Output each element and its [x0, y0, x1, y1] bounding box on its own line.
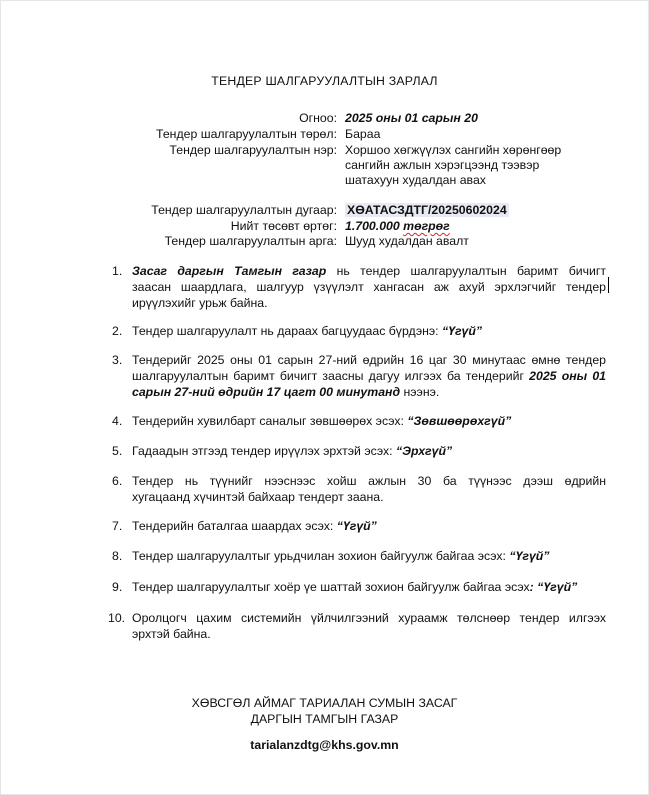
footer-org-line: ХӨВСГӨЛ АЙМАГ ТАРИАЛАН СУМЫН ЗАСАГ [191, 696, 458, 710]
organization-name: Засаг даргын Тамгын газар [132, 264, 327, 278]
budget-amount: 1.700.000 [345, 219, 400, 233]
item-number: 9. [112, 580, 123, 594]
item-text-line: Тендерийг 2025 оны 01 сарын 27-ний өдрийн 16 цаг 30 минутаас өмнө тендер [132, 353, 606, 367]
name-value-line: шатахуун худалдан авах [345, 173, 486, 187]
item-number: 8. [112, 549, 123, 563]
footer-org-line: ДАРГЫН ТАМГЫН ГАЗАР [250, 712, 399, 726]
item-text-line: хугацаанд хүчинтэй байхаар тендерт заана. [132, 490, 384, 504]
footer-email: tarialanzdtg@khs.gov.mn [250, 738, 399, 752]
item-number: 10. [108, 611, 126, 625]
item-text [132, 548, 606, 564]
method-label: Тендер шалгаруулалтын арга: [164, 234, 337, 248]
item-text-part: Тендер шалгаруулалтыг хоёр үе шаттай зохион байгуулж байгаа эсэх [132, 580, 530, 594]
type-label: Тендер шалгаруулалтын төрөл: [156, 127, 337, 141]
name-value-line: Хоршоо хөгжүүлэх сангийн хөрөнгөөр [345, 143, 562, 157]
item-text-part: шалгаруулалтын баримт бичигт заасны дагуу илгээх ба тендерийг [132, 369, 530, 383]
item-text-line: заасан шаардлага, шалгуур үзүүлэлт хангасан аж ахуй эрхлэгчийг тендер [132, 280, 606, 294]
item-text-line: ирүүлэхийг урьж байна. [132, 296, 268, 310]
item-text [132, 473, 606, 505]
item-text-part: Тендер шалгаруулалтыг урьдчилан зохион байгуулж байгаа эсэх: [132, 549, 510, 563]
item-text-line: Оролцогч цахим системийн үйлчилгээний хураамж төлснөөр тендер илгээх [132, 611, 606, 625]
item-answer: “Үгүй” [442, 324, 483, 338]
item-emphasis: сарын 27-ний өдрийн 17 цагт 00 минутанд [132, 385, 401, 399]
name-value-line: сангийн ажлын хэрэгцээнд тээвэр [345, 158, 540, 172]
item-text [132, 610, 606, 642]
date-label: Огноо: [299, 111, 337, 125]
item-text-part: нь тендер шалгаруулалтын баримт бичигт [326, 264, 606, 278]
item-text [132, 518, 606, 534]
budget-value [345, 219, 450, 233]
item-emphasis: 2025 оны 01 [529, 369, 607, 383]
item-text-part: Тендерийн баталгаа шаардах эсэх: [132, 519, 337, 533]
item-answer: “Үгүй” [509, 549, 550, 563]
item-answer: “Зөвшөөрөхгүй” [407, 414, 512, 428]
number-value [345, 203, 509, 217]
item-text-part: Гадаадын этгээд тендер ирүүлэх эрхтэй эсэх: [132, 444, 397, 458]
item-number: 4. [112, 414, 123, 428]
item-text [132, 413, 606, 429]
budget-currency: төгрөг [403, 219, 450, 233]
item-number: 2. [112, 324, 123, 338]
item-text-part: Тендер шалгаруулалт нь дараах багцуудаас бүрдэнэ: [132, 324, 442, 338]
item-text-part: Тендерийн хувилбарт саналыг зөвшөөрөх эсэх: [132, 414, 408, 428]
name-label: Тендер шалгаруулалтын нэр: [169, 143, 337, 157]
item-text [132, 443, 606, 459]
item-answer: “Эрхгүй” [396, 444, 453, 458]
item-number: 7. [112, 519, 123, 533]
item-answer: “Үгүй” [336, 519, 377, 533]
budget-label: Нийт төсөвт өртөг: [230, 219, 337, 233]
document-title: ТЕНДЕР ШАЛГАРУУЛАЛТЫН ЗАРЛАЛ [211, 74, 438, 88]
item-number: 6. [112, 474, 123, 488]
item-number: 5. [112, 444, 123, 458]
item-text-line: эрхтэй байна. [132, 627, 211, 641]
item-text [132, 579, 606, 595]
method-value: Шууд худалдан авалт [345, 234, 469, 248]
item-text-line: Тендер нь түүнийг нээснээс хойш ажлын 30 ба түүнээс дээш өдрийн [132, 474, 606, 488]
number-value-highlight: ХӨАТАСЗДТГ/20250602024 [347, 203, 507, 217]
item-text [132, 263, 606, 311]
text-cursor [608, 277, 609, 293]
date-value: 2025 оны 01 сарын 20 [345, 111, 478, 125]
item-answer: : “Үгүй” [529, 580, 578, 594]
item-number: 3. [112, 353, 123, 367]
item-text [132, 352, 606, 400]
item-text [132, 323, 606, 339]
item-text-part: нээнэ. [400, 385, 440, 399]
item-number: 1. [112, 264, 123, 278]
type-value: Бараа [345, 127, 381, 141]
number-label: Тендер шалгаруулалтын дугаар: [151, 203, 337, 217]
